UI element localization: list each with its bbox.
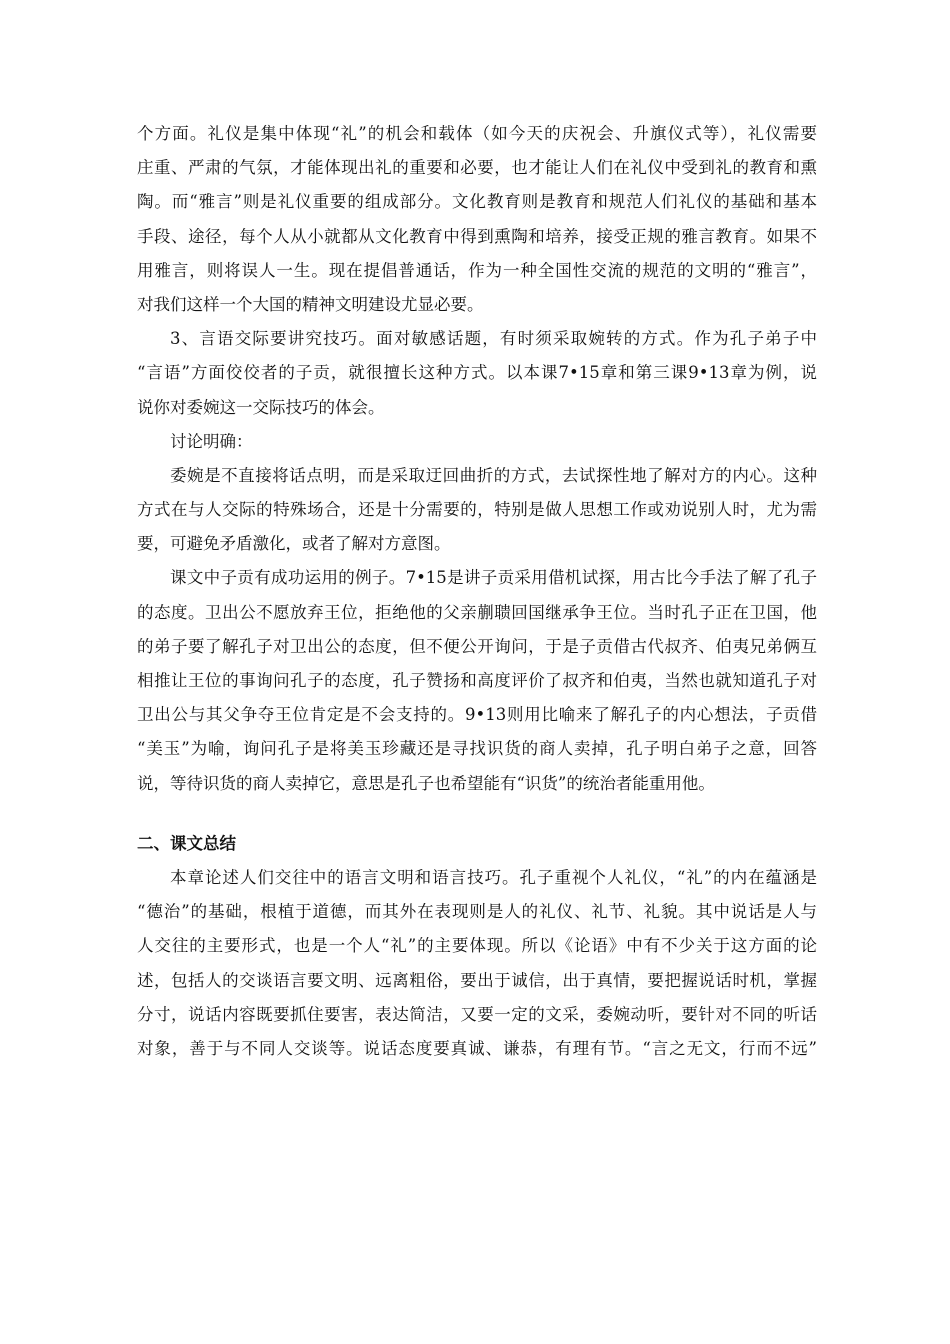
document-body [137, 117, 817, 1066]
text-line: 说，等待识货的商人卖掉它，意思是孔子也希望能有“识货”的统治者能重用他。 [137, 773, 715, 793]
text-line: 陶。而“雅言”则是礼仪重要的组成部分。文化教育则是教育和规范人们礼仪的基础和基本 [137, 192, 817, 212]
paragraph [137, 861, 817, 1066]
text-line: 个方面。礼仪是集中体现“礼”的机会和载体（如今天的庆祝会、升旗仪式等），礼仪需要 [137, 124, 817, 143]
text-line: 的态度。卫出公不愿放弃王位，拒绝他的父亲蒯聩回国继承争王位。当时孔子正在卫国，他 [137, 602, 817, 622]
text-line: 手段、途径，每个人从小就都从文化教育中得到熏陶和培养，接受正规的雅言教育。如果不 [137, 226, 817, 246]
section-gap [137, 801, 817, 827]
text-line: 讨论明确： [170, 431, 253, 451]
text-line: 课文中子贡有成功运用的例子。7•15是讲子贡采用借机试探，用古比今手法了解了孔子 [170, 568, 817, 588]
paragraph [137, 117, 817, 322]
text-line: 3、言语交际要讲究技巧。面对敏感话题，有时须采取婉转的方式。作为孔子弟子中 [170, 329, 817, 349]
text-line: 庄重、严肃的气氛，才能体现出礼的重要和必要，也才能让人们在礼仪中受到礼的教育和熏 [137, 158, 817, 178]
text-line: 对象，善于与不同人交谈等。说话态度要真诚、谦恭，有理有节。“言之无文，行而不远” [137, 1038, 817, 1058]
text-line: 卫出公与其父争夺王位肯定是不会支持的。9•13则用比喻来了解孔子的内心想法，子贡借 [137, 705, 817, 725]
text-line: 对我们这样一个大国的精神文明建设尤显必要。 [137, 294, 484, 314]
text-line: 述，包括人的交谈语言要文明、远离粗俗，要出于诚信，出于真情，要把握说话时机，掌握 [137, 970, 817, 990]
text-line: 说你对委婉这一交际技巧的体会。 [137, 397, 385, 417]
text-line: 人交往的主要形式，也是一个人“礼”的主要体现。所以《论语》中有不少关于这方面的论 [137, 936, 817, 956]
text-line: “美玉”为喻，询问孔子是将美玉珍藏还是寻找识货的商人卖掉，孔子明白弟子之意，回答 [137, 739, 817, 759]
text-line: “言语”方面佼佼者的子贡，就很擅长这种方式。以本课7•15章和第三课9•13章为例，说 [137, 363, 817, 383]
paragraph [137, 561, 817, 800]
text-line: 本章论述人们交往中的语言文明和语言技巧。孔子重视个人礼仪，“礼”的内在蕴涵是 [170, 867, 817, 887]
text-line: 相推让王位的事询问孔子的态度，孔子赞扬和高度评价了叔齐和伯夷，当然也就知道孔子对 [137, 671, 817, 690]
text-line: 的弟子要了解孔子对卫出公的态度，但不便公开询问，于是子贡借古代叔齐、伯夷兄弟俩互 [137, 636, 817, 656]
text-line: 要，可避免矛盾激化，或者了解对方意图。 [137, 534, 451, 554]
section-heading: 二、课文总结 [137, 833, 236, 853]
paragraph [137, 322, 817, 425]
paragraph [137, 459, 817, 562]
text-line: 委婉是不直接将话点明，而是采取迂回曲折的方式，去试探性地了解对方的内心。这种 [170, 465, 817, 485]
text-line: “德治”的基础，根植于道德，而其外在表现则是人的礼仪、礼节、礼貌。其中说话是人与 [137, 902, 817, 922]
paragraph [137, 425, 817, 459]
text-line: 分寸，说话内容既要抓住要害，表达简洁，又要一定的文采，委婉动听，要针对不同的听话 [137, 1004, 817, 1024]
text-line: 用雅言，则将误人一生。现在提倡普通话，作为一种全国性交流的规范的文明的“雅言”， [137, 260, 817, 280]
text-line: 方式在与人交际的特殊场合，还是十分需要的，特别是做人思想工作或劝说别人时，尤为需 [137, 500, 817, 520]
